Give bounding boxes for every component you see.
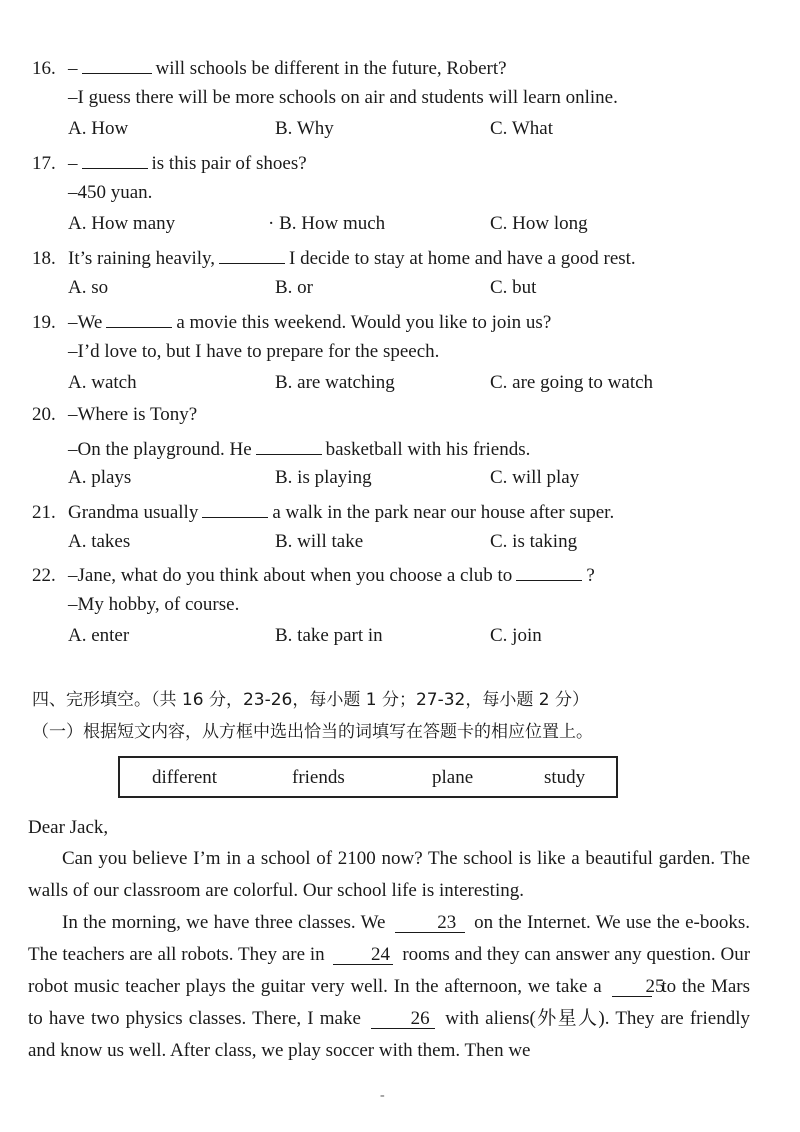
answer-blank[interactable] <box>202 499 268 518</box>
blank-25[interactable]: 25 <box>612 978 652 997</box>
question-19 <box>32 309 551 334</box>
question-prefix: –Jane, what do you think about when you choose a club to <box>68 565 513 586</box>
question-prefix: – <box>68 58 78 79</box>
question-17-reply: –450 yuan. <box>68 182 153 203</box>
question-prefix: Grandma usually <box>68 502 199 523</box>
word-bank-item: friends <box>292 767 345 788</box>
answer-blank[interactable] <box>219 245 285 264</box>
letter-paragraph-1: Can you believe I’m in a school of 2100 now? The school is like a beautiful garden. The walls of our classroom are colorful. Our school life is interesting. <box>28 848 750 901</box>
question-21 <box>32 499 614 524</box>
question-prefix: –On the playground. He <box>68 439 252 460</box>
option-c[interactable]: C. is taking <box>490 531 578 552</box>
letter-greeting: Dear Jack, <box>28 817 109 838</box>
option-b[interactable]: B. or <box>275 277 313 298</box>
question-22 <box>32 562 595 587</box>
blank-24[interactable]: 24 <box>333 946 393 965</box>
word-bank-item: plane <box>432 767 474 788</box>
question-text: will schools be different in the future, Robert? <box>155 58 507 79</box>
question-20-line2 <box>68 436 530 461</box>
page-mark: - <box>380 1088 385 1103</box>
blank-23[interactable]: 23 <box>395 914 465 933</box>
question-text: basketball with his friends. <box>325 439 531 460</box>
question-number: 18. <box>32 248 56 269</box>
paragraph-text: on the Internet. We use the e-books. The teachers are all robots. They are in <box>28 912 751 965</box>
answer-blank[interactable] <box>516 562 582 581</box>
question-prefix: – <box>68 153 78 174</box>
question-text: ? <box>586 565 595 586</box>
question-20 <box>32 404 197 426</box>
question-22-reply: –My hobby, of course. <box>68 594 240 615</box>
option-a[interactable]: A. enter <box>68 625 130 646</box>
option-a[interactable]: A. watch <box>68 372 137 393</box>
option-b[interactable]: B. are watching <box>275 372 395 393</box>
letter-paragraph-2 <box>28 907 750 1067</box>
option-a[interactable]: A. takes <box>68 531 131 552</box>
paragraph-text: with aliens(外星人). They are friendly and know us well. After class, we play soccer with them. Then we <box>28 1008 750 1061</box>
option-b[interactable]: B. Why <box>275 118 334 139</box>
question-16-reply: –I guess there will be more schools on air and students will learn online. <box>68 87 618 108</box>
option-b[interactable]: B. take part in <box>275 625 383 646</box>
answer-blank[interactable] <box>256 436 322 455</box>
question-number: 21. <box>32 502 56 523</box>
question-prefix: –Where is Tony? <box>68 404 198 425</box>
question-text: I decide to stay at home and have a good rest. <box>289 248 636 269</box>
question-number: 20. <box>32 404 56 425</box>
question-19-reply: –I’d love to, but I have to prepare for the speech. <box>68 341 440 362</box>
answer-blank[interactable] <box>82 150 148 169</box>
question-number: 19. <box>32 312 56 333</box>
option-c[interactable]: C. are going to watch <box>490 372 654 393</box>
question-prefix: –We <box>68 312 103 333</box>
question-text: is this pair of shoes? <box>151 153 307 174</box>
option-b[interactable]: B. is playing <box>275 467 372 488</box>
word-bank-item: different <box>152 767 218 788</box>
option-a[interactable]: A. How <box>68 118 129 139</box>
question-number: 17. <box>32 153 56 174</box>
question-17 <box>32 150 307 175</box>
answer-blank[interactable] <box>82 55 152 74</box>
option-b[interactable]: · B. How much <box>268 213 386 234</box>
word-bank-box <box>118 756 618 798</box>
option-a[interactable]: A. plays <box>68 467 132 488</box>
paragraph-text: rooms and they can answer any question. Our robot music teacher plays the guitar very well. In the afternoon, we take a <box>28 944 751 997</box>
option-a[interactable]: A. so <box>68 277 109 298</box>
section-subtitle: （一）根据短文内容，从方框中选出恰当的词填写在答题卡的相应位置上。 <box>32 722 593 742</box>
answer-blank[interactable] <box>106 309 172 328</box>
question-text: a walk in the park near our house after super. <box>272 502 615 523</box>
question-number: 22. <box>32 565 56 586</box>
question-prefix: It’s raining heavily, <box>68 248 216 269</box>
option-c[interactable]: C. but <box>490 277 537 298</box>
option-a[interactable]: A. How many <box>68 213 176 234</box>
word-bank-item: study <box>544 767 586 788</box>
question-text: a movie this weekend. Would you like to join us? <box>176 312 552 333</box>
option-c[interactable]: C. will play <box>490 467 580 488</box>
blank-26[interactable]: 26 <box>371 1010 435 1029</box>
section-title: 四、完形填空。（共 16 分，23-26，每小题 1 分；27-32，每小题 2 分） <box>32 690 589 710</box>
paragraph-text: In the morning, we have three classes. We <box>62 912 386 933</box>
paragraph-text: to the Mars to have two physics classes. There, I make <box>28 976 751 1029</box>
option-c[interactable]: C. join <box>490 625 542 646</box>
question-number: 16. <box>32 58 56 79</box>
option-c[interactable]: C. How long <box>490 213 588 234</box>
option-c[interactable]: C. What <box>490 118 553 139</box>
option-b[interactable]: B. will take <box>275 531 364 552</box>
question-16 <box>32 55 507 80</box>
question-18 <box>32 245 636 270</box>
